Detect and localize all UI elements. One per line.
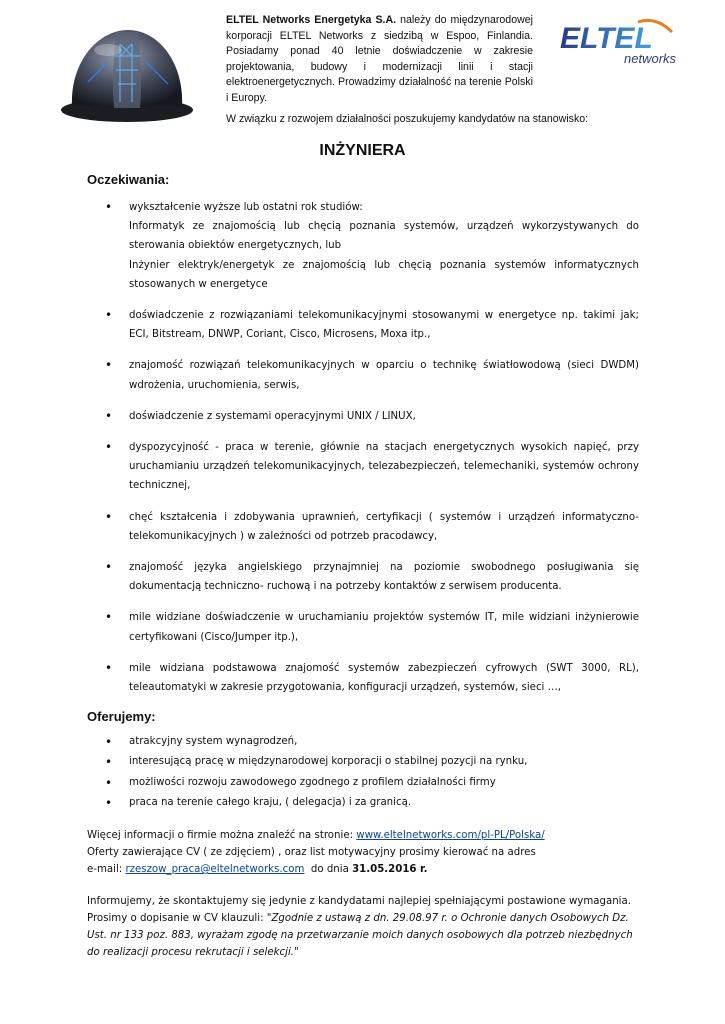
list-item: • znajomość rozwiązań telekomunikacyjnych w oparciu o technikę światłowodową (sieci DWDM) wdrożenia, uruchomienia, serwis, bbox=[87, 356, 639, 394]
more-info-text: Więcej informacji o firmie można znaleźć na stronie: bbox=[87, 830, 354, 841]
education-lead: • wykształcenie wyższe lub ostatni rok studiów: bbox=[129, 202, 363, 213]
list-item: • mile widziane doświadczenie w uruchamianiu projektów systemów IT, mile widziani inżynierowie certyfikowani (Cisco/Jumper itp.), bbox=[87, 608, 639, 646]
footer-info: Informujemy, że skontaktujemy się jedynie z kandydatami najlepiej spełniającymi postawione wymagania. bbox=[87, 896, 631, 907]
deadline-date: 31.05.2016 r. bbox=[352, 864, 428, 876]
education-option-it: Informatyk ze znajomością lub chęcią poznania systemów, urządzeń wykorzystywanych do sterowania obiektów energetycznych, lub bbox=[129, 221, 639, 252]
list-item: • doświadczenie z systemami operacyjnymi UNIX / LINUX, bbox=[87, 407, 639, 426]
footer-block bbox=[87, 893, 643, 961]
email-label: e-mail: bbox=[87, 864, 123, 876]
list-item: • mile widziana podstawowa znajomość systemów zabezpieczeń cyfrowych (SWT 3000, RL), teleautomatyki w zakresie przygotowania, konfiguracji urządzeń, systemów, sieci …, bbox=[87, 659, 639, 697]
position-title: INŻYNIERA bbox=[319, 142, 406, 159]
more-info-line bbox=[87, 827, 647, 844]
expectations-heading: Oczekiwania: bbox=[87, 172, 170, 187]
eltel-logo bbox=[556, 18, 688, 70]
clause-text: Zgodnie z ustawą z dn. 29.08.97 r. o Ochronie danych Osobowych Dz. Ust. nr 133 poz. 883, wyrażam zgodę na przetwarzanie moich danych osobowych dla potrzeb niezbędnych do realizacji procesu rekrutacji i selekcji. bbox=[87, 913, 633, 959]
deadline-prefix: do dnia bbox=[310, 864, 349, 876]
list-item: • interesującą pracę w międzynarodowej korporacji o stabilnej pozycji na rynku, bbox=[87, 752, 639, 772]
cv-line: Oferty zawierające CV ( ze zdjęciem) , oraz list motywacyjny prosimy kierować na adres bbox=[87, 847, 536, 859]
email-link[interactable]: rzeszow_praca@eltelnetworks.com bbox=[125, 864, 305, 876]
list-item: • praca na terenie całego kraju, ( delegacja) i za granicą. bbox=[87, 793, 639, 813]
helmet-image bbox=[58, 22, 196, 124]
recruitment-line: W związku z rozwojem działalności poszukujemy kandydatów na stanowisko: bbox=[226, 113, 589, 125]
list-item: • atrakcyjny system wynagrodzeń, bbox=[87, 732, 639, 752]
list-item: • dyspozycyjność - praca w terenie, głównie na stacjach energetycznych wysokich napięć, przy uruchamianiu urządzeń telekomunikacyjnych, telezabezpieczeń, telemechaniki, systemów ochrony technicznej, bbox=[87, 438, 639, 496]
education-option-electrical: Inżynier elektryk/energetyk ze znajomością lub chęcią poznania systemów informatycznych stosowanych w energetyce bbox=[129, 259, 639, 290]
company-name: ELTEL Networks Energetyka S.A. bbox=[226, 14, 397, 26]
company-description: należy do międzynarodowej korporacji ELTEL Networks z siedzibą w Espoo, Finlandia. Posiadamy ponad 40 letnie doświadczenie w zakresie projektowania, budowy i modernizacji linii i stacji elektroenergetycznych. Prowadzimy działalność na terenie Polski i Europy. bbox=[226, 14, 533, 104]
svg-text:ELTEL: ELTEL bbox=[560, 22, 653, 55]
list-item: • doświadczenie z rozwiązaniami telekomunikacyjnymi stosowanymi w energetyce np. takimi jak; ECI, Bitstream, DNWP, Coriant, Cisco, Microsens, Moxa itp., bbox=[87, 306, 639, 344]
website-link[interactable]: www.eltelnetworks.com/pl-PL/Polska/ bbox=[356, 830, 545, 841]
offer-heading: Oferujemy: bbox=[87, 709, 156, 724]
list-item: • znajomość języka angielskiego przynajmniej na poziomie swobodnego posługiwania się dokumentacją techniczno- ruchową i na potrzeby kontaktów z serwisem producenta. bbox=[87, 558, 639, 596]
list-item bbox=[87, 198, 639, 294]
svg-text:networks: networks bbox=[624, 51, 677, 66]
list-item: • chęć kształcenia i zdobywania uprawnień, certyfikacji ( systemów i urządzeń informatyczno-telekomunikacyjnych ) w zależności od potrzeb pracodawcy, bbox=[87, 508, 639, 546]
email-line bbox=[87, 861, 647, 878]
gdpr-clause bbox=[87, 910, 643, 961]
list-item: • możliwości rozwoju zawodowego zgodnego z profilem działalności firmy bbox=[87, 773, 639, 793]
offer-list bbox=[87, 732, 639, 813]
company-intro bbox=[226, 13, 533, 107]
clause-prefix: Prosimy o dopisanie w CV klauzuli: " bbox=[87, 913, 272, 925]
expectations-list bbox=[87, 198, 639, 697]
clause-suffix: " bbox=[294, 947, 299, 959]
contact-block bbox=[87, 827, 647, 878]
